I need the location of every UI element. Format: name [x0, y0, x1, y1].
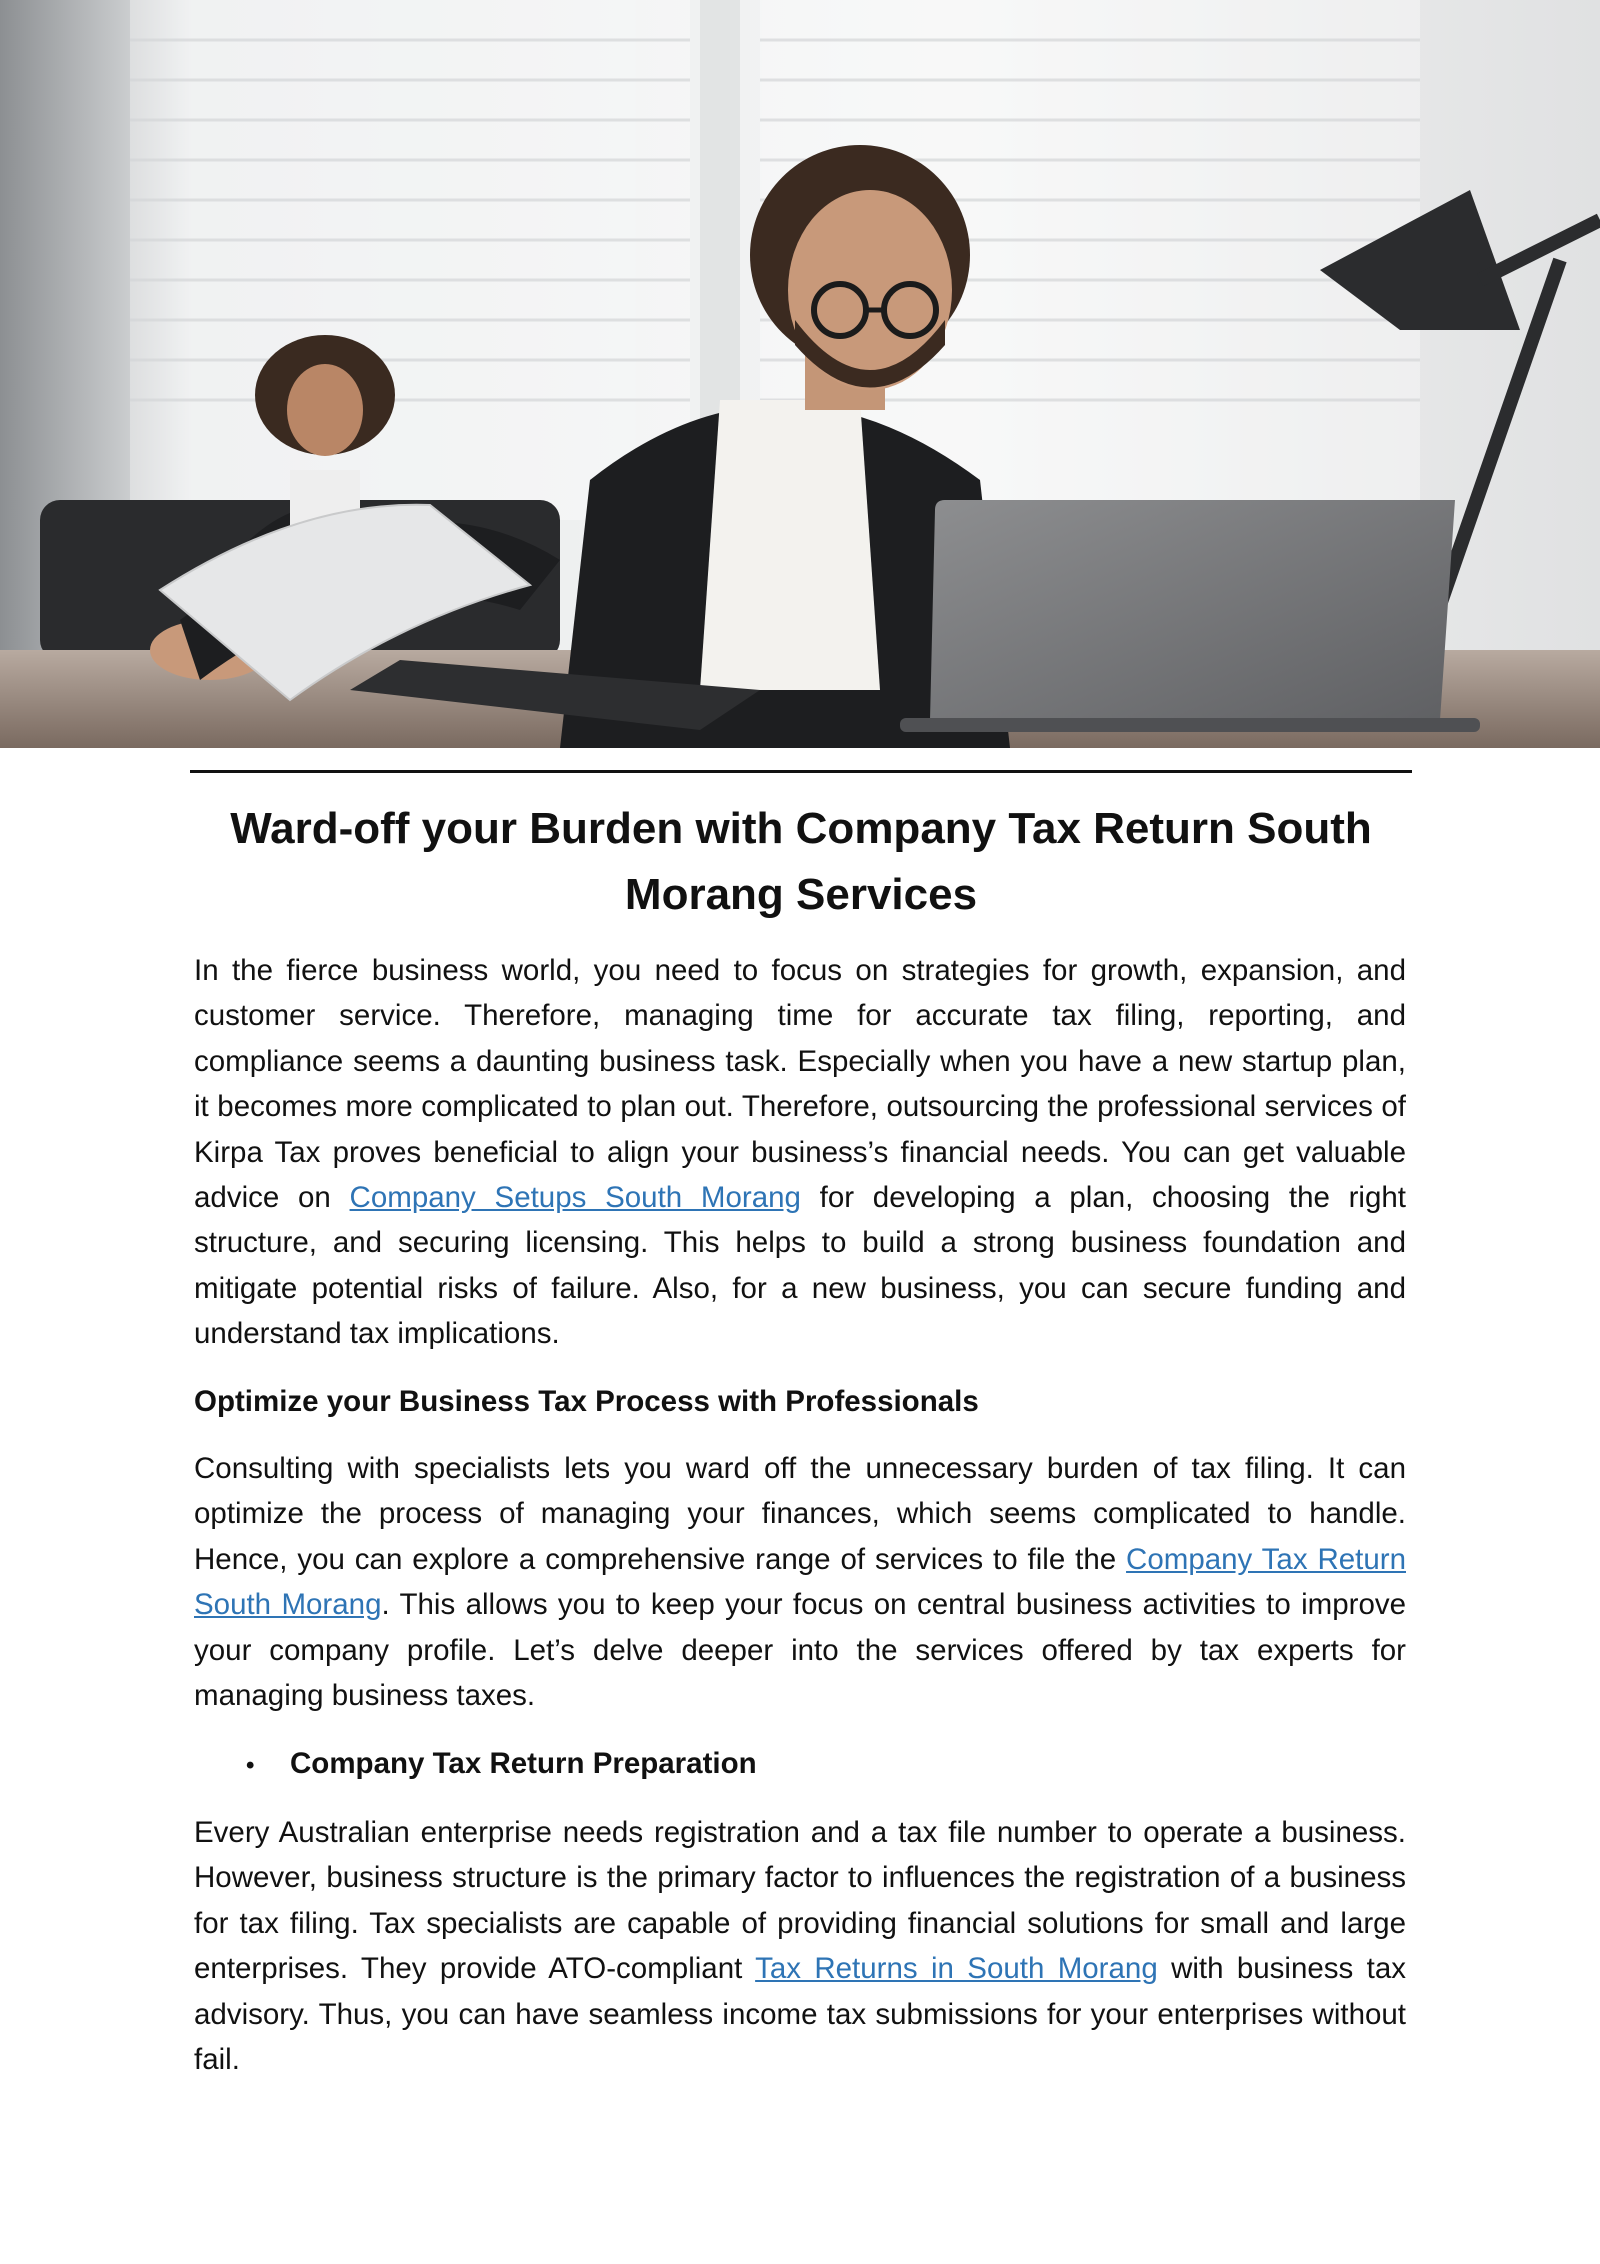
bullet-item [194, 1741, 1406, 1788]
office-photo-illustration [0, 0, 1600, 748]
page-title [190, 796, 1412, 928]
title-divider [190, 770, 1412, 773]
link-tax-returns[interactable]: Tax Returns in South Morang [755, 1952, 1158, 1986]
intro-text-after: for developing a plan, choosing the right structure, and securing licensing. This helps to build a strong business foundation and mitigate potential risks of failure. Also, for a new business, you can secure funding and understand tax implications. [194, 1181, 1406, 1351]
article-body [194, 948, 1406, 2104]
intro-text-before: In the fierce business world, you need to focus on strategies for growth, expansion, and customer service. Therefore, managing time for accurate tax filing, reporting, and compliance seems a daunting business task. Especially when you have a new startup plan, it becomes more complicated to plan out. Therefore, outsourcing the professional services of Kirpa Tax proves beneficial to align your business’s financial needs. You can get valuable advice on [194, 954, 1406, 1215]
intro-paragraph [194, 948, 1406, 1357]
link-company-setups[interactable]: Company Setups South Morang [349, 1181, 801, 1215]
registration-text-before: Every Australian enterprise needs registration and a tax file number to operate a business. However, business structure is the primary factor to influences the registration of a business for tax filing. Tax specialists are capable of providing financial solutions for small and large enterprises. They provide ATO-compliant [194, 1815, 1406, 1986]
link-company-tax-return[interactable]: Company Tax Return South Morang [194, 1542, 1406, 1622]
hero-photo [0, 0, 1600, 748]
bullet-label: Company Tax Return Preparation [290, 1746, 757, 1780]
laptop [900, 500, 1480, 732]
consulting-paragraph [194, 1446, 1406, 1718]
registration-paragraph [194, 1810, 1406, 2082]
registration-text-after: with business tax advisory. Thus, you can have seamless income tax submissions for your enterprises without fail. [194, 1952, 1406, 2076]
page-title-line1: Ward-off your Burden with Company Tax Return South [230, 804, 1372, 853]
bullet-icon: • [246, 1751, 255, 1779]
page-title-line2: Morang Services [624, 870, 978, 919]
consulting-text-before: Consulting with specialists lets you ward off the unnecessary burden of tax filing. It can optimize the process of managing your finances, which seems complicated to handle. Hence, you can explore a comprehensive range of services to file the [194, 1452, 1406, 1576]
consulting-text-after: . This allows you to keep your focus on central business activities to improve your company profile. Let’s delve deeper into the services offered by tax experts for managing business taxes. [194, 1588, 1407, 1713]
section-heading: Optimize your Business Tax Process with Professionals [194, 1384, 979, 1418]
